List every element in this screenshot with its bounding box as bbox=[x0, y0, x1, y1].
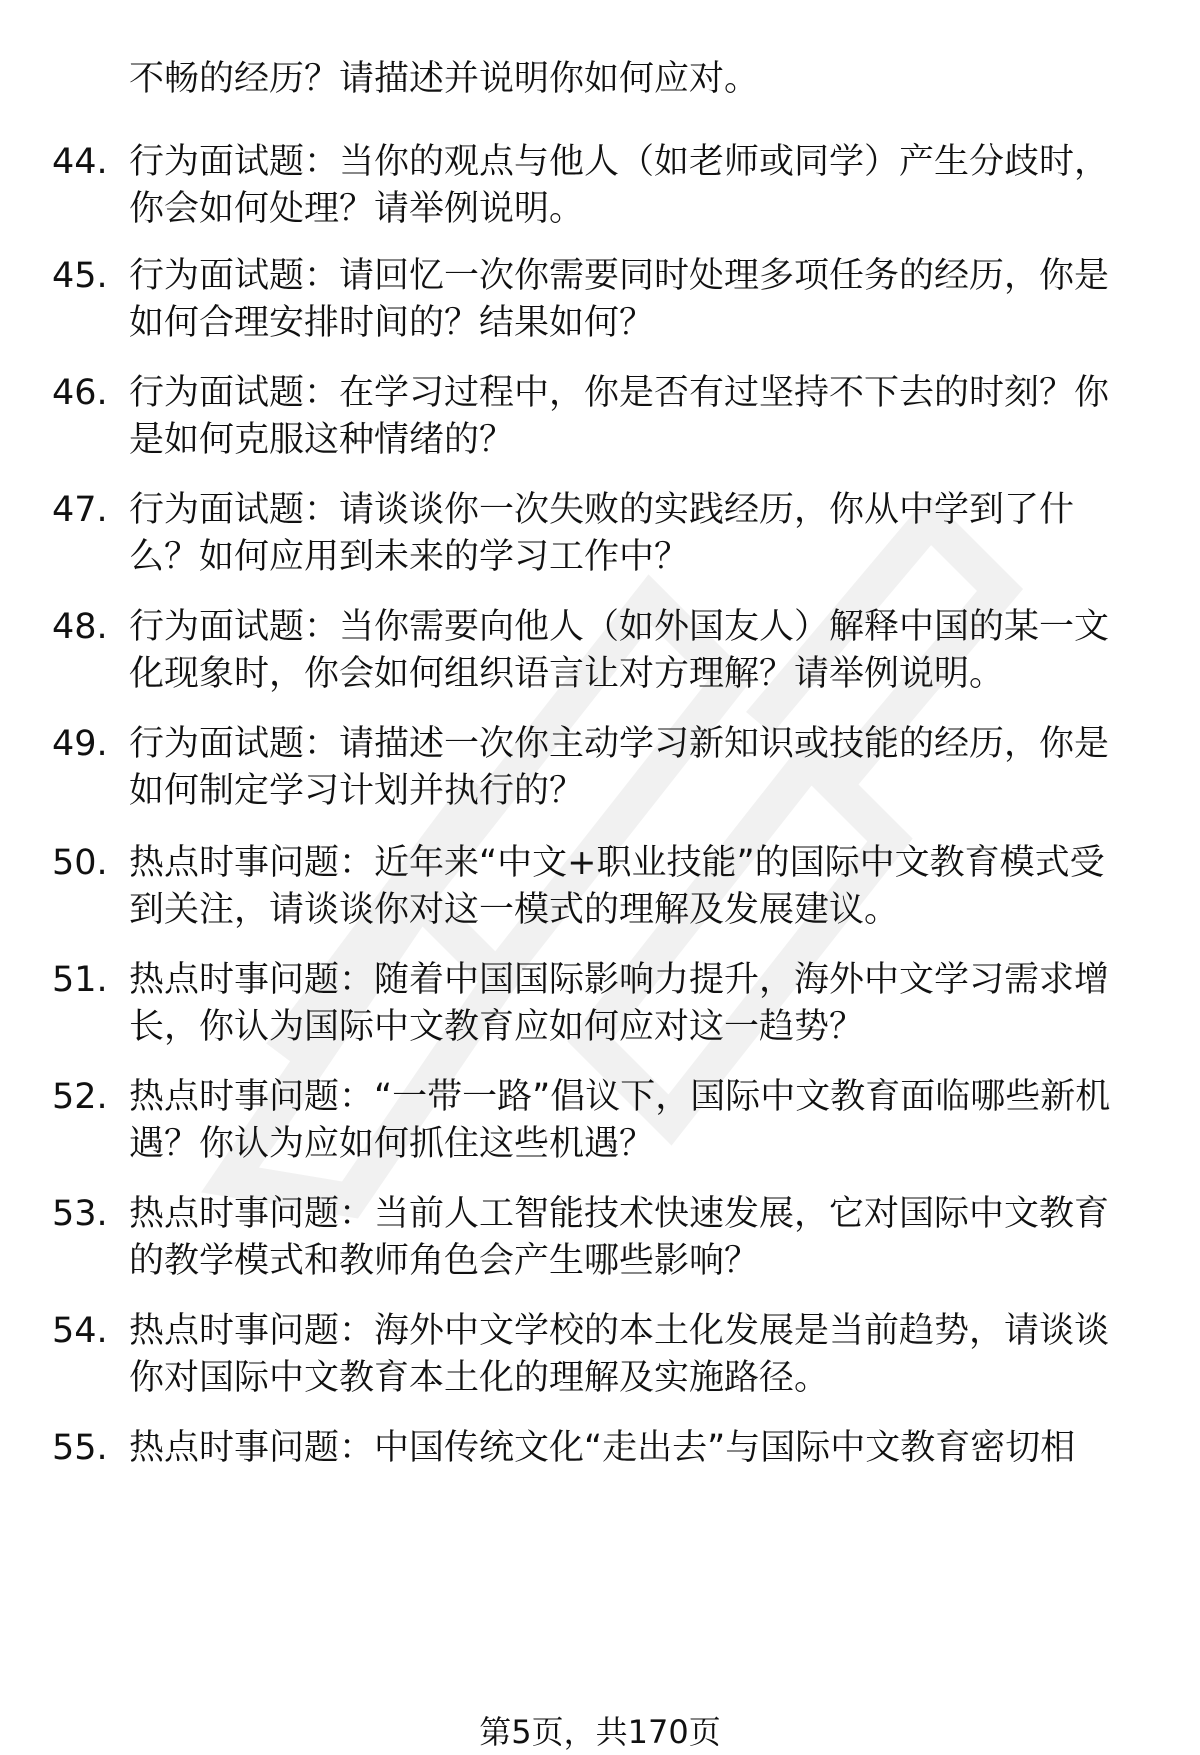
question-number: 50. bbox=[52, 843, 108, 883]
question-item bbox=[0, 1425, 1199, 1472]
question-item bbox=[0, 1308, 1199, 1402]
question-number: 46. bbox=[52, 373, 108, 413]
question-number: 44. bbox=[52, 142, 108, 182]
question-item bbox=[0, 604, 1199, 698]
question-item bbox=[0, 840, 1199, 934]
question-item bbox=[0, 721, 1199, 815]
question-text: 行为面试题：当你的观点与他人（如老师或同学）产生分歧时，你会如何处理？请举例说明。 bbox=[129, 142, 1110, 229]
question-number: 48. bbox=[52, 607, 108, 647]
question-item bbox=[0, 957, 1199, 1051]
question-item bbox=[0, 139, 1199, 233]
question-item bbox=[0, 1074, 1199, 1168]
question-number: 49. bbox=[52, 724, 108, 764]
question-number: 54. bbox=[52, 1311, 108, 1351]
question-item bbox=[0, 253, 1199, 347]
question-text: 行为面试题：在学习过程中，你是否有过坚持不下去的时刻？你是如何克服这种情绪的？ bbox=[129, 373, 1110, 460]
continuation-text: 不畅的经历？请描述并说明你如何应对。 bbox=[129, 59, 760, 99]
question-number: 45. bbox=[52, 256, 108, 296]
question-item bbox=[0, 487, 1199, 581]
question-text: 行为面试题：请回忆一次你需要同时处理多项任务的经历，你是如何合理安排时间的？结果如何？ bbox=[129, 256, 1110, 343]
question-text: 热点时事问题：当前人工智能技术快速发展，它对国际中文教育的教学模式和教师角色会产生哪些影响？ bbox=[129, 1194, 1110, 1281]
question-text: 行为面试题：请描述一次你主动学习新知识或技能的经历，你是如何制定学习计划并执行的？ bbox=[129, 724, 1110, 811]
question-number: 53. bbox=[52, 1194, 108, 1234]
question-text: 热点时事问题：中国传统文化“走出去”与国际中文教育密切相 bbox=[129, 1428, 1076, 1468]
question-number: 55. bbox=[52, 1428, 108, 1468]
question-text: 热点时事问题：“一带一路”倡议下，国际中文教育面临哪些新机遇？你认为应如何抓住这些机遇？ bbox=[129, 1077, 1111, 1164]
question-text: 行为面试题：当你需要向他人（如外国友人）解释中国的某一文化现象时，你会如何组织语言让对方理解？请举例说明。 bbox=[129, 607, 1110, 694]
page-footer: 第5页，共170页 bbox=[479, 1713, 721, 1751]
question-text: 热点时事问题：海外中文学校的本土化发展是当前趋势，请谈谈你对国际中文教育本土化的理解及实施路径。 bbox=[129, 1311, 1110, 1398]
question-text: 热点时事问题：近年来“中文+职业技能”的国际中文教育模式受到关注，请谈谈你对这一模式的理解及发展建议。 bbox=[129, 843, 1105, 930]
question-item bbox=[0, 1191, 1199, 1285]
question-number: 51. bbox=[52, 960, 108, 1000]
question-text: 行为面试题：请谈谈你一次失败的实践经历，你从中学到了什么？如何应用到未来的学习工作中？ bbox=[129, 490, 1075, 577]
question-item bbox=[0, 370, 1199, 464]
question-text: 热点时事问题：随着中国国际影响力提升，海外中文学习需求增长，你认为国际中文教育应如何应对这一趋势？ bbox=[129, 960, 1110, 1047]
question-number: 47. bbox=[52, 490, 108, 530]
question-number: 52. bbox=[52, 1077, 108, 1117]
